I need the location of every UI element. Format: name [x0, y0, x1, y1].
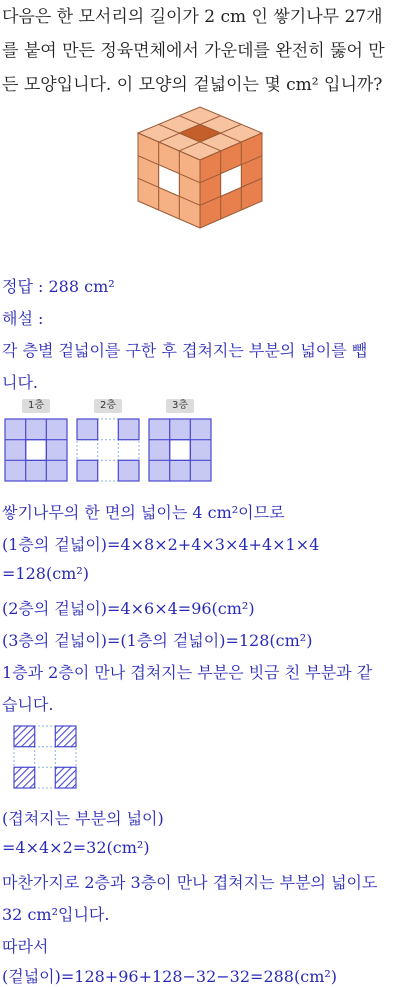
- explanation-line: (겹쳐지는 부분의 넓이): [2, 809, 164, 828]
- explanation-intro: 각 층별 겉넓이를 구한 후 겹쳐지는 부분의 넓이를 뺍: [2, 341, 368, 360]
- explanation-line: (겉넓이)=128+96+128−32−32=288(cm²): [2, 967, 338, 986]
- explanation-line: 쌓기나무의 한 면의 넓이는 4 cm²이므로: [2, 503, 285, 522]
- answer-label: 정답 :: [2, 277, 44, 296]
- explanation-intro: 니다.: [2, 373, 38, 392]
- layer-1-grid: [5, 419, 67, 481]
- explanation-line: (3층의 겉넓이)=(1층의 겉넓이)=128(cm²): [2, 631, 313, 650]
- hollow-cube-figure: [130, 100, 270, 235]
- layer-label-2: 2층: [94, 399, 122, 413]
- layer-grids-figure: [4, 418, 216, 482]
- explanation-line: 32 cm²입니다.: [2, 905, 110, 924]
- explanation-line: 습니다.: [2, 695, 54, 714]
- explanation-line: (1층의 겉넓이)=4×8×2+4×3×4+4×1×4: [2, 535, 320, 554]
- explanation-line: (2층의 겉넓이)=4×6×4=96(cm²): [2, 599, 255, 618]
- explanation-line: 따라서: [2, 937, 49, 956]
- explanation-label: 해설 :: [2, 309, 44, 328]
- layer-2-grid: [77, 419, 139, 481]
- overlap-hatch-figure: [10, 722, 82, 794]
- question-line: 를 붙여 만든 정육면체에서 가운데를 완전히 뚫어 만: [2, 41, 385, 61]
- question-line: 든 모양입니다. 이 모양의 겉넓이는 몇 cm² 입니까?: [2, 75, 383, 95]
- layer-label-1: 1층: [22, 399, 50, 413]
- answer-value: 288 cm²: [48, 277, 115, 296]
- question-line: 다음은 한 모서리의 길이가 2 cm 인 쌓기나무 27개: [2, 7, 383, 27]
- answer-row: [2, 274, 398, 297]
- explanation-line: 1층과 2층이 만나 겹쳐지는 부분은 빗금 친 부분과 같: [2, 663, 373, 682]
- explanation-line: =4×4×2=32(cm²): [2, 838, 150, 857]
- question-text: [2, 0, 398, 102]
- layer-3-grid: [149, 419, 211, 481]
- explanation-line: 마찬가지로 2층과 3층이 만나 겹쳐지는 부분의 넓이도: [2, 873, 378, 892]
- explanation-line: =128(cm²): [2, 564, 89, 583]
- layer-label-3: 3층: [166, 399, 194, 413]
